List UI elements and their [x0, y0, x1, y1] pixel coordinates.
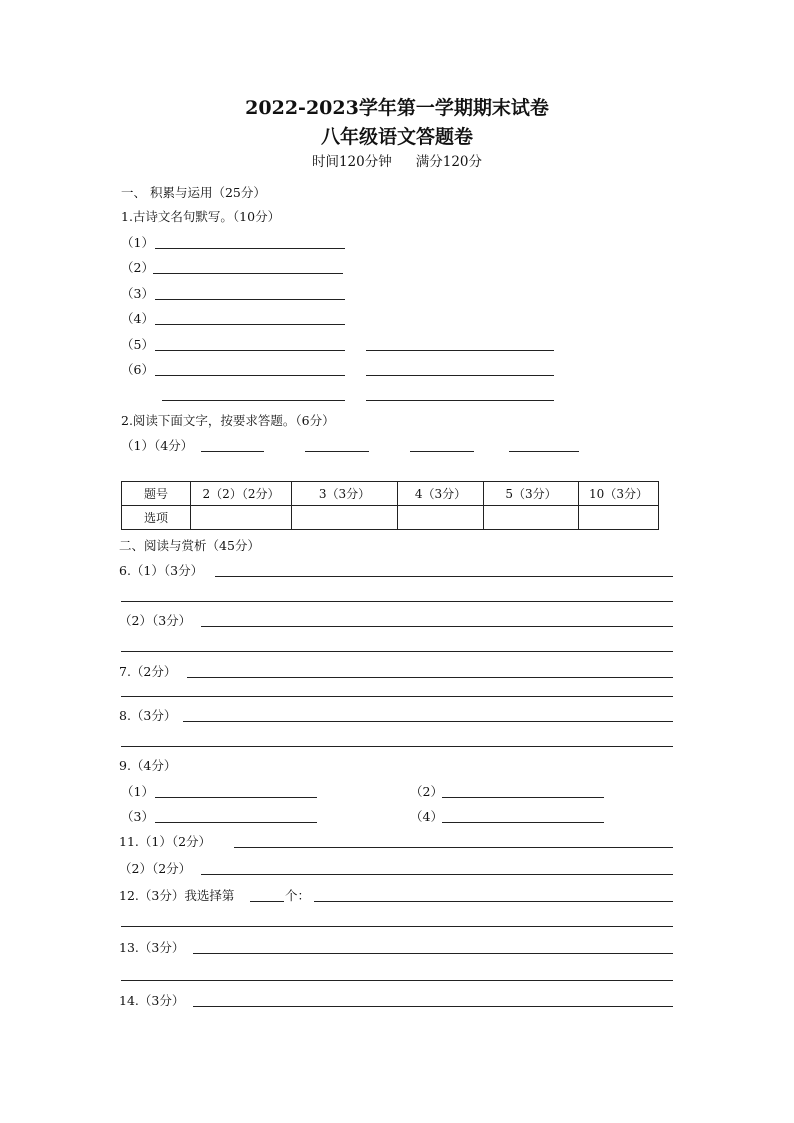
q12-label-suffix: 个： [285, 888, 311, 903]
q1-item-label: （1） [121, 235, 154, 250]
exam-title: 2022-2023学年第一学期期末试卷 [245, 97, 549, 119]
answer-cell[interactable] [292, 506, 398, 530]
section-2-heading: 二、阅读与赏析（45分） [119, 538, 260, 553]
q2-1-label: （1）（4分） [121, 438, 194, 453]
q1-4-answer-line[interactable] [155, 324, 345, 325]
table-column-header: 5（3分） [484, 482, 579, 506]
table-row-header-cell: 题号 [122, 482, 191, 506]
q2-1a-answer-line[interactable] [201, 451, 264, 452]
q13-label: 13.（3分） [119, 940, 185, 955]
q9-4-answer-line[interactable] [442, 822, 604, 823]
q9-3-answer-line[interactable] [155, 822, 317, 823]
table-answer-row [122, 506, 659, 530]
q9-2-answer-line[interactable] [442, 797, 604, 798]
q9-item-label: （1） [121, 784, 154, 799]
full-score: 满分120分 [415, 154, 483, 170]
table-column-header: 3（3分） [292, 482, 398, 506]
q6-2-label: （2）（3分） [119, 613, 192, 628]
q2-label: 2.阅读下面文字，按要求答题。（6分） [121, 413, 335, 428]
choice-answer-table [121, 481, 659, 530]
q12-answer-line[interactable] [314, 901, 673, 902]
table-column-header: 10（3分） [579, 482, 659, 506]
q1-2-answer-line[interactable] [153, 273, 343, 274]
q6-2-answer-line-2[interactable] [121, 651, 673, 652]
q1-item-label: （3） [121, 286, 154, 301]
q14-label: 14.（3分） [119, 993, 185, 1008]
q6-1-answer-line-2[interactable] [121, 601, 673, 602]
q7-answer-line-2[interactable] [121, 696, 673, 697]
q8-answer-line-2[interactable] [121, 746, 673, 747]
answer-cell[interactable] [398, 506, 484, 530]
table-column-header: 4（3分） [398, 482, 484, 506]
table-header-row [122, 482, 659, 506]
q6-2-answer-line[interactable] [201, 626, 673, 627]
q9-item-label: （2） [410, 784, 443, 799]
answer-cell[interactable] [579, 506, 659, 530]
q11-2-label: （2）（2分） [119, 861, 192, 876]
table-column-header: 2（2）（2分） [191, 482, 292, 506]
section-1-heading: 一、 积累与运用（25分） [121, 185, 266, 200]
q11-1-label: 11.（1）（2分） [119, 834, 212, 849]
answer-cell[interactable] [484, 506, 579, 530]
q2-1d-answer-line[interactable] [509, 451, 579, 452]
q1-label: 1.古诗文名句默写。（10分） [121, 209, 281, 224]
q1-6b-answer-line[interactable] [366, 375, 554, 376]
q7-label: 7.（2分） [119, 664, 177, 679]
q7-answer-line[interactable] [187, 677, 673, 678]
q11-1-answer-line[interactable] [234, 847, 673, 848]
q1-5b-answer-line[interactable] [366, 350, 554, 351]
exam-info [0, 153, 794, 171]
q9-item-label: （3） [121, 809, 154, 824]
q12-label: 12.（3分）我选择第 [119, 888, 235, 903]
q1-item-label: （4） [121, 311, 154, 326]
q9-item-label: （4） [410, 809, 443, 824]
table-row-answer-cell: 选项 [122, 506, 191, 530]
q11-2-answer-line[interactable] [201, 874, 673, 875]
q1-6c-answer-line[interactable] [162, 400, 345, 401]
q1-item-label: （2） [121, 260, 154, 275]
q1-6d-answer-line[interactable] [366, 400, 554, 401]
q14-answer-line[interactable] [193, 1006, 673, 1007]
q1-1-answer-line[interactable] [155, 248, 345, 249]
q12-answer-line-2[interactable] [121, 926, 673, 927]
time-limit: 时间120分钟 [311, 154, 392, 170]
q1-5a-answer-line[interactable] [155, 350, 345, 351]
q8-label: 8.（3分） [119, 708, 177, 723]
q13-answer-line-2[interactable] [121, 980, 673, 981]
q8-answer-line[interactable] [183, 721, 673, 722]
q1-6a-answer-line[interactable] [155, 375, 345, 376]
answer-cell[interactable] [191, 506, 292, 530]
sheet-title: 八年级语文答题卷 [320, 126, 473, 148]
q2-1b-answer-line[interactable] [305, 451, 369, 452]
q13-answer-line[interactable] [193, 953, 673, 954]
q9-1-answer-line[interactable] [155, 797, 317, 798]
q1-3-answer-line[interactable] [155, 299, 345, 300]
q12-choice-blank[interactable] [250, 901, 284, 902]
q6-1-answer-line[interactable] [215, 576, 673, 577]
q1-item-label: （6） [121, 362, 154, 377]
q2-1c-answer-line[interactable] [410, 451, 474, 452]
q6-1-label: 6.（1）（3分） [119, 563, 204, 578]
q9-label: 9.（4分） [119, 758, 177, 773]
q1-item-label: （5） [121, 337, 154, 352]
